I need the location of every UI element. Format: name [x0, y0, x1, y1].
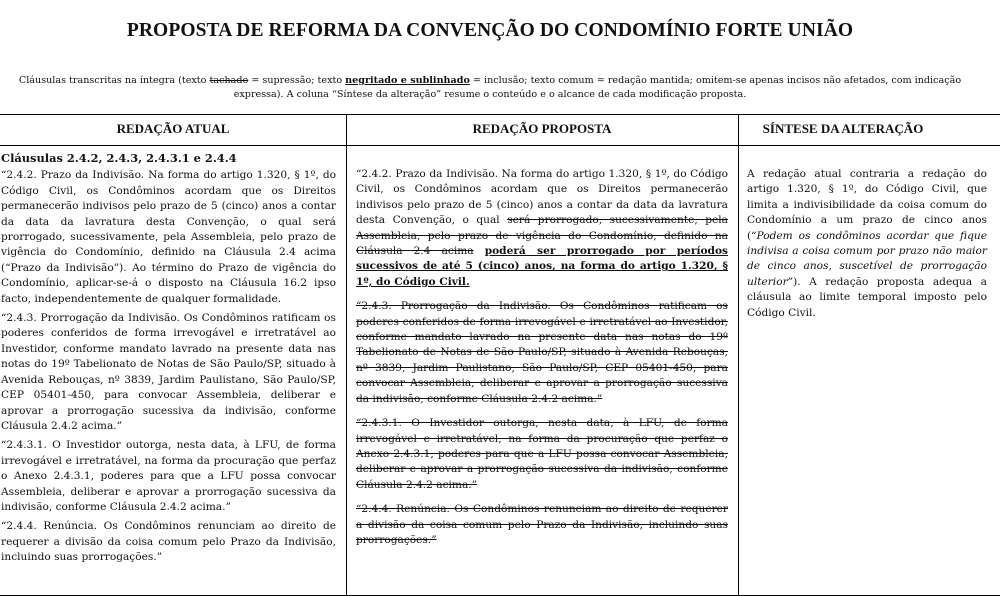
- proposed-clause-2-4-3-1-deleted: “2.4.3.1. O Investidor outorga, nesta data, à LFU, de forma irrevogável e irretratável, na forma da procuração que perfaz o Anexo 2.4.3.1, poderes para que a LFU possa convocar Assembleia, deliberar e aprovar a prorrogação sucessiva da indivisão, conforme Cláusula 2.4.2 acima.”: [356, 417, 728, 491]
- proposed-clause-2-4-3-deleted: “2.4.3. Prorrogação da Indivisão. Os Condôminos ratificam os poderes conferidos de forma irrevogável e irretratável ao Investidor, conforme mandato lavrado na presente data nas notas do 19º Tabelionato de Notas de São Paulo/SP, situado à Avenida Rebouças, nº 3839, Jardim Paulistano, São Paulo/SP, CEP 05401-450, para convocar Assembleia, deliberar e aprovar a prorrogação sucessiva da indivisão, conforme Cláusula 2.4.2 acima.”: [356, 300, 728, 405]
- current-clause-2-4-3-1: “2.4.3.1. O Investidor outorga, nesta data, à LFU, de forma irrevogável e irretratável, na forma da procuração que perfaz o Anexo 2.4.3.1, poderes para que a LFU possa convocar Assembleia, deliberar e aprovar a prorrogação sucessiva da indivisão, conforme Cláusula 2.4.2 acima.”: [1, 439, 336, 513]
- header-summary: SÍNTESE DA ALTERAÇÃO: [762, 121, 924, 136]
- header-current: REDAÇÃO ATUAL: [116, 121, 230, 136]
- summary-part-1: A redação atual contraria a redação do artigo 1.320, § 1º, do Código Civil, que limita a indivisibilidade da coisa comum do Condomínio a um prazo de cinco anos (: [747, 168, 987, 242]
- header-divider: [0, 145, 1000, 146]
- proposed-2-4-2-inserted: poderá ser prorrogado por períodos sucessivos de até 5 (cinco) anos, na forma do artigo 1.320, § 1º, do Código Civil.: [356, 245, 728, 288]
- proposed-2-4-2-deleted: será prorrogado, sucessivamente, pela Assembleia, pelo prazo de vigência do Condomínio, definido na Cláusula 2.4 acima: [356, 214, 728, 258]
- legend-part-3: = inclusão; texto comum = redação mantida; omitem-se apenas incisos não afetados, com indicação expressa). A coluna “Síntese da alteração” resume o conteúdo e o alcance de cada modificação proposta.: [233, 75, 962, 100]
- legend-note: [10, 74, 970, 102]
- current-clause-2-4-4: “2.4.4. Renúncia. Os Condôminos renunciam ao direito de requerer a divisão da coisa comum pelo Prazo da Indivisão, incluindo suas prorrogações.”: [1, 520, 336, 564]
- legend-part-1: Cláusulas transcritas na íntegra (texto: [18, 75, 210, 86]
- clauses-subheading: Cláusulas 2.4.2, 2.4.3, 2.4.3.1 e 2.4.4: [1, 151, 237, 165]
- header-proposed: REDAÇÃO PROPOSTA: [472, 121, 612, 136]
- column-divider-1: [346, 115, 347, 595]
- document-title: PROPOSTA DE REFORMA DA CONVENÇÃO DO CONDOMÍNIO FORTE UNIÃO: [126, 20, 854, 41]
- current-text-cell: [1, 151, 336, 570]
- summary-text-cell: [747, 167, 987, 325]
- proposed-clause-2-4-2: [356, 167, 728, 290]
- legend-part-2: = supressão; texto: [248, 75, 346, 86]
- summary-paragraph: [747, 167, 987, 321]
- legend-deleted-sample: tachado: [209, 75, 249, 86]
- proposed-2-4-2-kept: “2.4.2. Prazo da Indivisão. Na forma do artigo 1.320, § 1º, do Código Civil, os Condôminos acordam que os Direitos permanecerão indivisos pelo prazo de 5 (cinco) anos a contar da data da lavratura desta Convenção, o qual: [356, 168, 728, 227]
- column-divider-2: [738, 115, 739, 595]
- summary-part-2: ). A redação proposta adequa a cláusula ao limite temporal imposto pelo Código Civil.: [747, 275, 987, 319]
- current-clause-2-4-2: “2.4.2. Prazo da Indivisão. Na forma do artigo 1.320, § 1º, do Código Civil, os Condôminos acordam que os Direitos permanecerão indivisos pelo prazo de 5 (cinco) anos a contar da data da lavratura desta Convenção, o qual será prorrogado, sucessivamente, pela Assembleia, pelo prazo de vigência do Condomínio, definido na Cláusula 2.4 acima (“Prazo da Indivisão”). Ao término do Prazo de vigência do Condomínio, aplicar-se-á o disposto na Cláusula 16.2 ipso facto, independentemente de qualquer formalidade.: [1, 169, 336, 305]
- proposed-text-cell: [356, 167, 728, 552]
- proposed-clause-2-4-4-deleted: “2.4.4. Renúncia. Os Condôminos renunciam ao direito de requerer a divisão da coisa comum pelo Prazo da Indivisão, incluindo suas prorrogações.”: [356, 503, 728, 546]
- legend-inserted-sample: negritado e sublinhado: [345, 75, 470, 86]
- current-clause-2-4-3: “2.4.3. Prorrogação da Indivisão. Os Condôminos ratificam os poderes conferidos de forma irrevogável e irretratável ao Investidor, conforme mandato lavrado na presente data nas notas do 19º Tabelionato de Notas de São Paulo/SP, situado à Avenida Rebouças, nº 3839, Jardim Paulistano, São Paulo/SP, CEP 05401-450, para convocar Assembleia, deliberar e aprovar a prorrogação sucessiva da indivisão, conforme Cláusula 2.4.2 acima.”: [1, 312, 336, 432]
- summary-code-quote: “Podem os condôminos acordar que fique indivisa a coisa comum por prazo não maior de cinco anos, suscetível de prorrogação ulterior”: [747, 229, 987, 288]
- comparison-table: [0, 114, 1000, 596]
